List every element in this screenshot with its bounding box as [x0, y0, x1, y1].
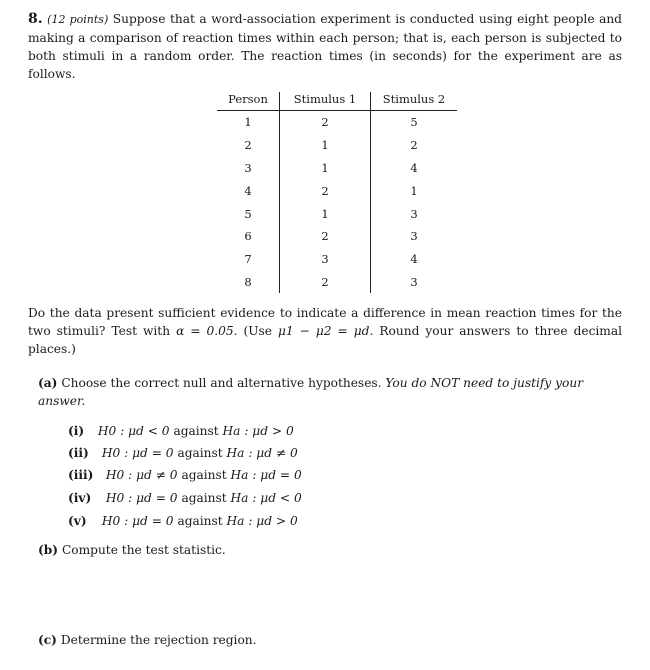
part-c-label: (c): [38, 633, 57, 647]
hypothesis-option: [68, 423, 294, 439]
question-number: 8.: [28, 11, 43, 27]
cell-stimulus-1: 2: [280, 179, 371, 202]
part-a-note: You do NOT need to justify your answer.: [38, 376, 584, 408]
option-against: against: [181, 468, 227, 482]
cell-stimulus-2: 2: [410, 138, 418, 153]
table-header-row: [217, 92, 457, 111]
cell-stimulus-2: 4: [410, 252, 418, 267]
header-stimulus-2: Stimulus 2: [382, 92, 446, 106]
header-stimulus-1: Stimulus 1: [280, 92, 371, 111]
option-label: (i): [68, 424, 85, 438]
cell-stimulus-1: 2: [280, 271, 371, 294]
cell-stimulus-2: 5: [410, 115, 418, 130]
header-person: Person: [217, 92, 280, 111]
hypothesis-option: [68, 467, 302, 483]
cell-person: 3: [217, 157, 280, 180]
part-a-label: (a): [38, 376, 58, 390]
cell-stimulus-2: 3: [410, 206, 418, 221]
question-prompt: [28, 304, 622, 358]
cell-person: 4: [217, 179, 280, 202]
option-label: (v): [68, 514, 87, 528]
option-h0: H0 : μd ≠ 0: [105, 468, 178, 482]
table-row: [217, 271, 457, 294]
table-row: [217, 134, 457, 157]
cell-person: 1: [217, 111, 280, 134]
table-row: [217, 225, 457, 248]
option-against: against: [177, 514, 223, 528]
cell-person: 7: [217, 248, 280, 271]
option-ha: Ha : μd > 0: [222, 424, 294, 438]
question-points: (12 points): [47, 13, 109, 26]
cell-stimulus-1: 1: [280, 202, 371, 225]
option-h0: H0 : μd = 0: [101, 514, 174, 528]
cell-person: 5: [217, 202, 280, 225]
option-h0: H0 : μd < 0: [97, 424, 170, 438]
cell-stimulus-2: 3: [410, 274, 418, 289]
cell-stimulus-1: 1: [280, 134, 371, 157]
hypothesis-option: [68, 445, 298, 461]
hypothesis-option: [68, 513, 298, 529]
prompt-text-b: Round your answers to three decimal places.): [28, 324, 623, 356]
option-label: (ii): [68, 446, 89, 460]
option-h0: H0 : μd = 0: [101, 446, 174, 460]
option-h0: H0 : μd = 0: [105, 491, 178, 505]
table-row: [217, 179, 457, 202]
cell-stimulus-2: 4: [410, 160, 418, 175]
table-row: [217, 202, 457, 225]
option-ha: Ha : μd > 0: [226, 514, 298, 528]
question-intro: [28, 10, 622, 83]
question-intro-text: Suppose that a word-association experiment is conducted using eight people and making a comparison of reaction times within each person; that is, each person is subjected to both stimuli in a random order. The reaction times (in seconds) for the experiment are as follows.: [28, 12, 622, 81]
table-row: [217, 157, 457, 180]
cell-stimulus-2: 1: [410, 183, 418, 198]
mean-difference-expression: μ1 − μ2 = μd.: [278, 324, 374, 338]
use-open: (Use: [243, 324, 273, 338]
part-a: [38, 374, 622, 410]
alpha-value: α = 0.05.: [176, 324, 238, 338]
part-a-text: Choose the correct null and alternative hypotheses.: [61, 376, 382, 390]
option-ha: Ha : μd = 0: [230, 468, 302, 482]
part-b: [38, 541, 226, 559]
option-ha: Ha : μd ≠ 0: [226, 446, 298, 460]
option-label: (iii): [68, 468, 94, 482]
cell-person: 2: [217, 134, 280, 157]
cell-person: 6: [217, 225, 280, 248]
option-label: (iv): [68, 491, 92, 505]
cell-stimulus-1: 2: [280, 111, 371, 134]
cell-stimulus-1: 3: [280, 248, 371, 271]
option-ha: Ha : μd < 0: [230, 491, 302, 505]
reaction-times-table: [217, 92, 457, 293]
cell-stimulus-1: 1: [280, 157, 371, 180]
option-against: against: [173, 424, 219, 438]
part-b-text: Compute the test statistic.: [61, 543, 226, 557]
option-against: against: [181, 491, 227, 505]
table-row: [217, 248, 457, 271]
hypothesis-option: [68, 490, 302, 506]
part-b-label: (b): [38, 543, 59, 557]
prompt-text-a: Do the data present sufficient evidence to indicate a difference in mean reaction times for the two stimuli? Test with: [28, 306, 622, 338]
part-c: [38, 631, 257, 649]
part-c-text: Determine the rejection region.: [60, 633, 257, 647]
cell-stimulus-1: 2: [280, 225, 371, 248]
cell-stimulus-2: 3: [410, 229, 418, 244]
option-against: against: [177, 446, 223, 460]
cell-person: 8: [217, 271, 280, 294]
table-row: [217, 111, 457, 134]
